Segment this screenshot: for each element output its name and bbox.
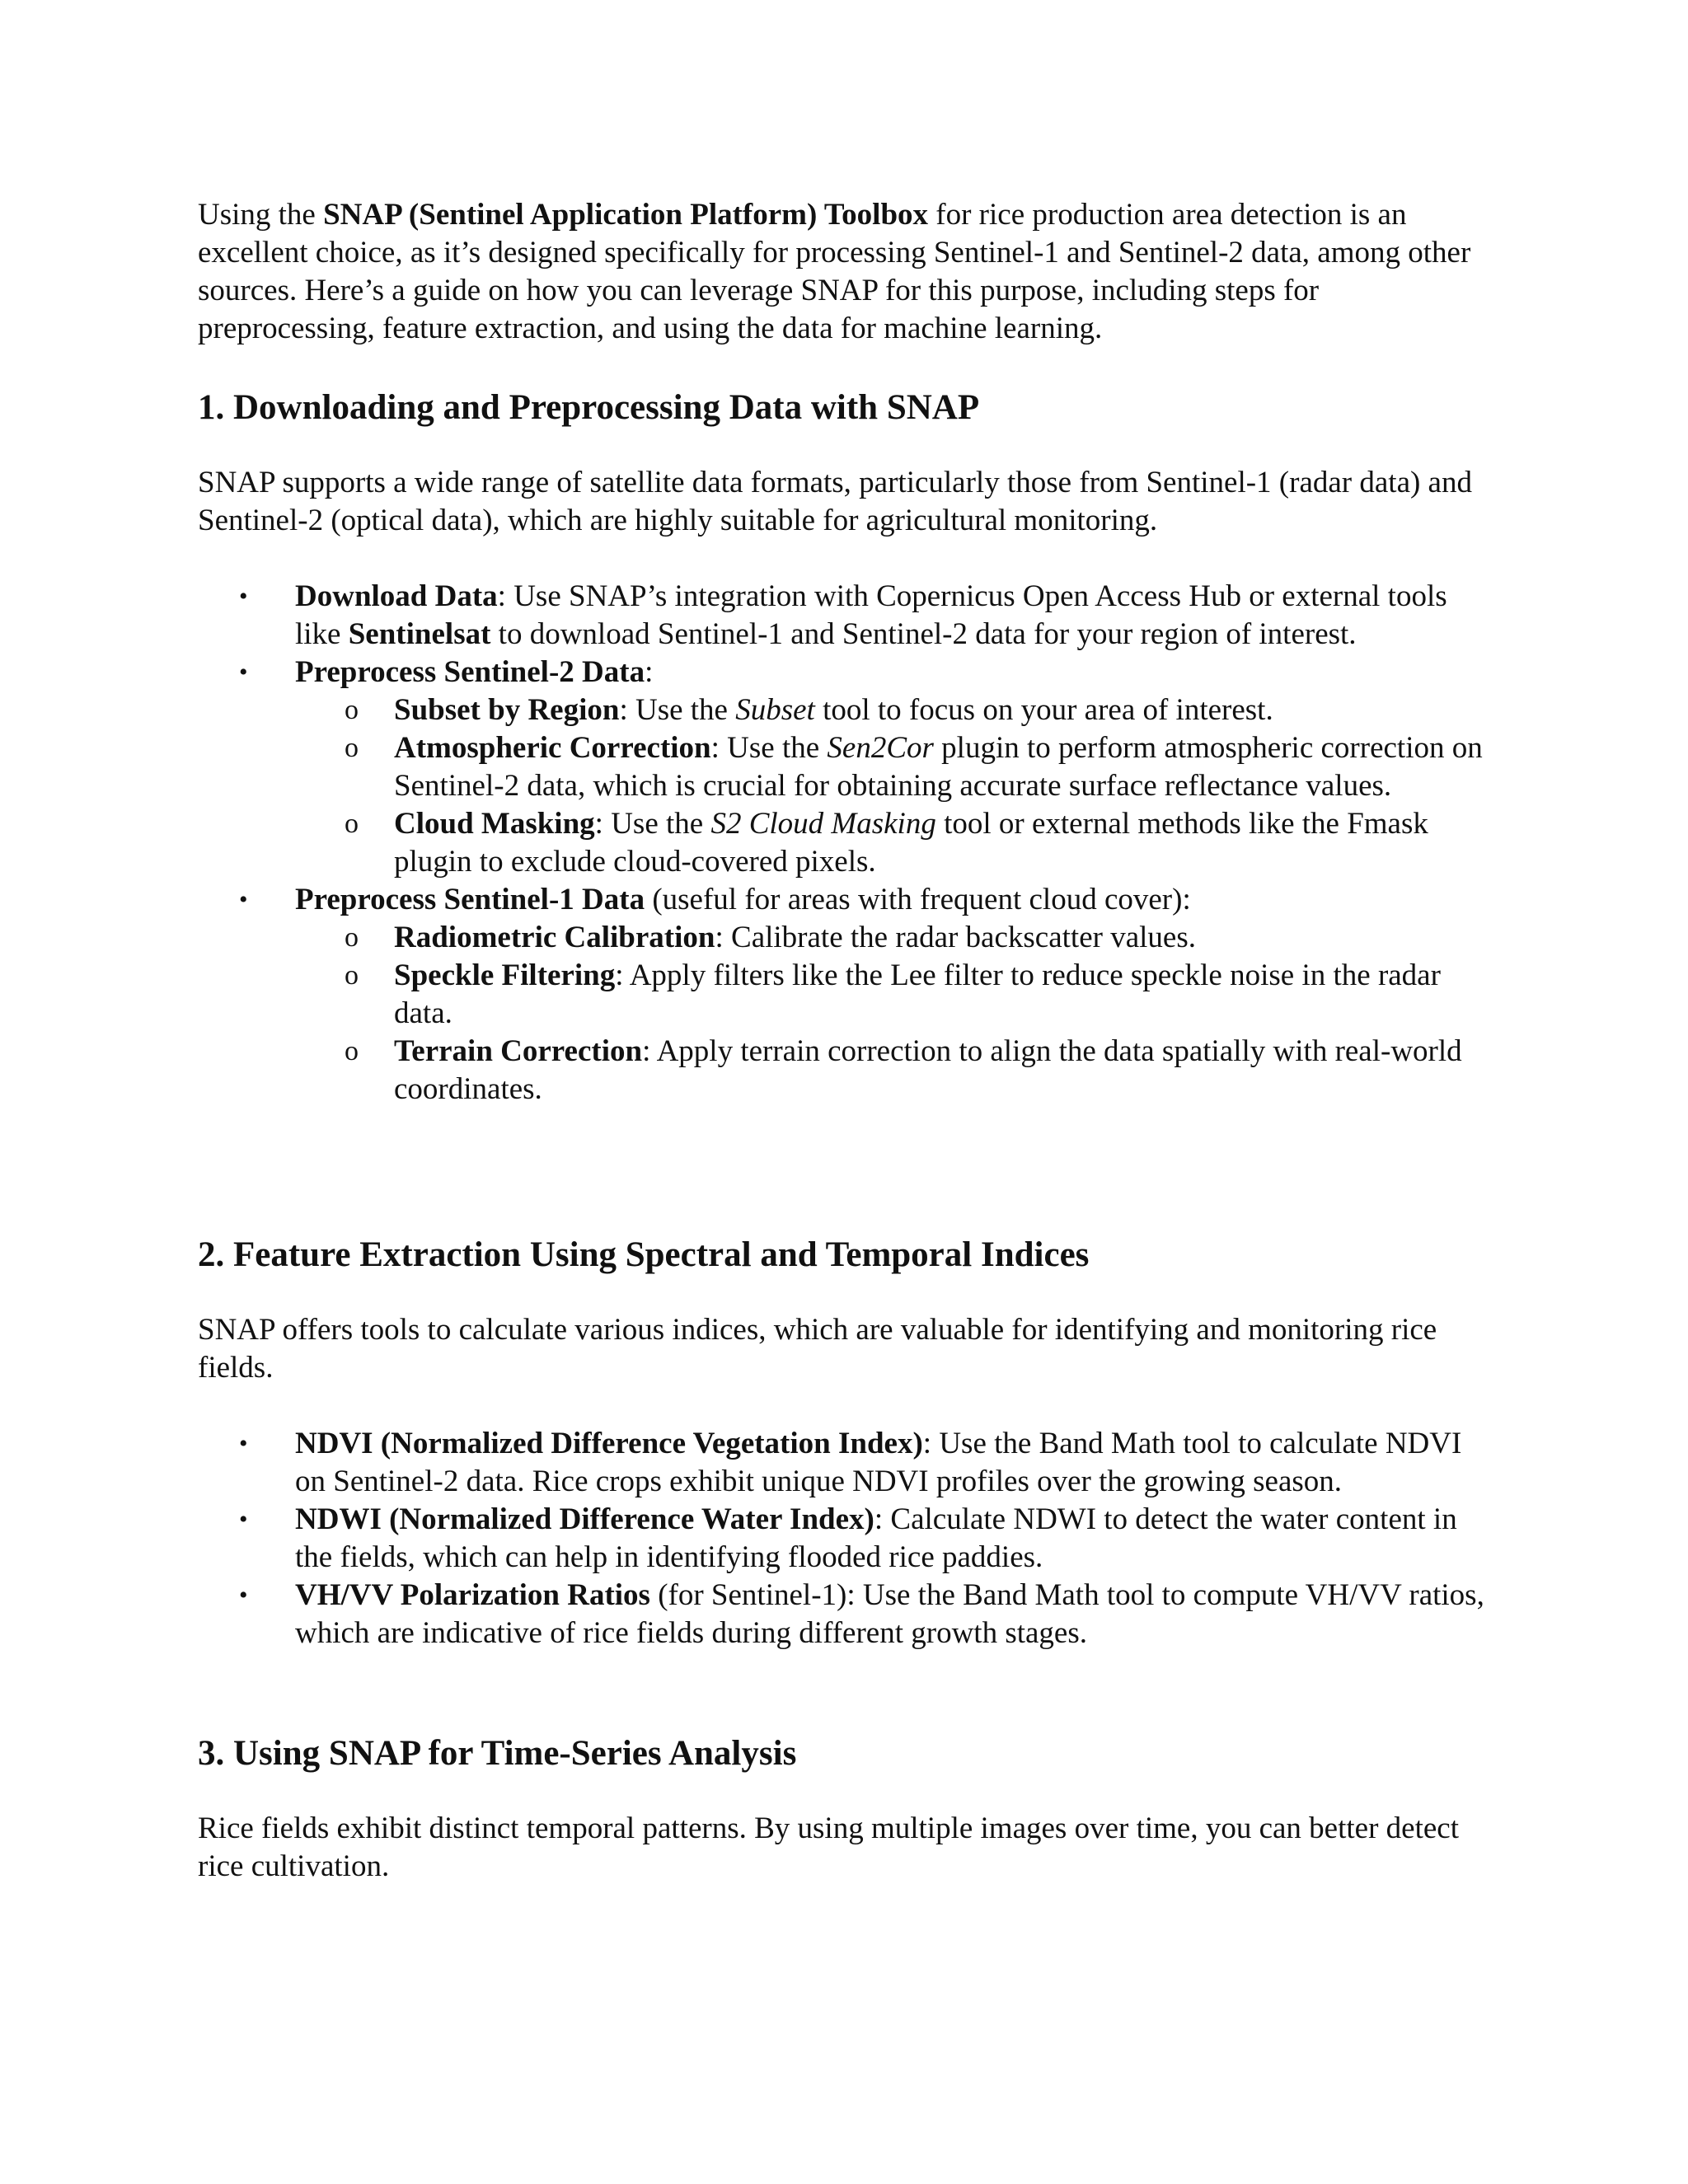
section-1-list xyxy=(198,578,1490,1108)
sub-bullet-icon: o xyxy=(345,960,359,991)
section-2-heading: 2. Feature Extraction Using Spectral and Temporal Indices xyxy=(198,1235,1090,1274)
bullet-icon: • xyxy=(239,1430,248,1457)
sub-item-terrain-correction: o Terrain Correction: Apply terrain correction to align the data spatially with real-world coordinates. xyxy=(345,1034,1462,1106)
bullet-icon: • xyxy=(239,1582,248,1609)
section-1-heading: 1. Downloading and Preprocessing Data with SNAP xyxy=(198,388,980,427)
list-item-ndwi: • NDWI (Normalized Difference Water Index): Calculate NDWI to detect the water content in the fields, which can help in identifying flooded rice paddies. xyxy=(239,1502,1457,1574)
sub-item-subset-by-region: o Subset by Region: Use the Subset tool to focus on your area of interest. xyxy=(198,691,1490,729)
bullet-icon: • xyxy=(239,886,248,913)
sub-bullet-icon: o xyxy=(345,733,359,763)
sub-bullet-icon: o xyxy=(345,1036,359,1066)
sub-bullet-icon: o xyxy=(345,922,359,953)
sub-bullet-icon: o xyxy=(345,808,359,839)
section-2-list xyxy=(198,1425,1490,1652)
section-2-paragraph: SNAP offers tools to calculate various indices, which are valuable for identifying and monitoring rice fields. xyxy=(198,1313,1437,1385)
list-item-preprocess-s1: • Preprocess Sentinel-1 Data (useful for areas with frequent cloud cover): xyxy=(198,881,1490,919)
section-3-heading: 3. Using SNAP for Time-Series Analysis xyxy=(198,1734,797,1773)
intro-paragraph: Using the SNAP (Sentinel Application Platform) Toolbox for rice production area detection is an excellent choice, as it’s designed specifically for processing Sentinel-1 and Sentinel-2 data, among other sources. Here’s a guide on how you can leverage SNAP for this purpose, including steps for preprocessing, feature extraction, and using the data for machine learning. xyxy=(198,198,1471,345)
sub-item-speckle-filtering: o Speckle Filtering: Apply filters like the Lee filter to reduce speckle noise in the radar data. xyxy=(345,958,1441,1030)
list-item-vhvv: • VH/VV Polarization Ratios (for Sentinel-1): Use the Band Math tool to compute VH/VV ratios, which are indicative of rice fields during different growth stages. xyxy=(239,1578,1484,1650)
list-item-download-data: • Download Data: Use SNAP’s integration with Copernicus Open Access Hub or external tools like Sentinelsat to download Sentinel-1 and Sentinel-2 data for your region of interest. xyxy=(239,579,1447,651)
list-item-preprocess-s2: • Preprocess Sentinel-2 Data: xyxy=(198,654,1490,691)
section-1-paragraph: SNAP supports a wide range of satellite data formats, particularly those from Sentinel-1 (radar data) and Sentinel-2 (optical data), which are highly suitable for agricultural monitoring. xyxy=(198,466,1472,537)
section-3-paragraph: Rice fields exhibit distinct temporal patterns. By using multiple images over time, you can better detect rice cultivation. xyxy=(198,1811,1459,1883)
sub-item-atmospheric-correction: o Atmospheric Correction: Use the Sen2Cor plugin to perform atmospheric correction on Sentinel-2 data, which is crucial for obtaining accurate surface reflectance values. xyxy=(345,731,1483,803)
bullet-icon: • xyxy=(239,658,248,686)
sub-bullet-icon: o xyxy=(345,695,359,725)
list-item-ndvi: • NDVI (Normalized Difference Vegetation Index): Use the Band Math tool to calculate NDVI on Sentinel-2 data. Rice crops exhibit unique NDVI profiles over the growing season. xyxy=(239,1427,1462,1498)
sub-item-cloud-masking: o Cloud Masking: Use the S2 Cloud Masking tool or external methods like the Fmask plugin to exclude cloud-covered pixels. xyxy=(345,807,1428,879)
sub-item-radiometric-calibration: o Radiometric Calibration: Calibrate the radar backscatter values. xyxy=(198,919,1490,957)
bullet-icon: • xyxy=(239,1506,248,1533)
bullet-icon: • xyxy=(239,583,248,610)
